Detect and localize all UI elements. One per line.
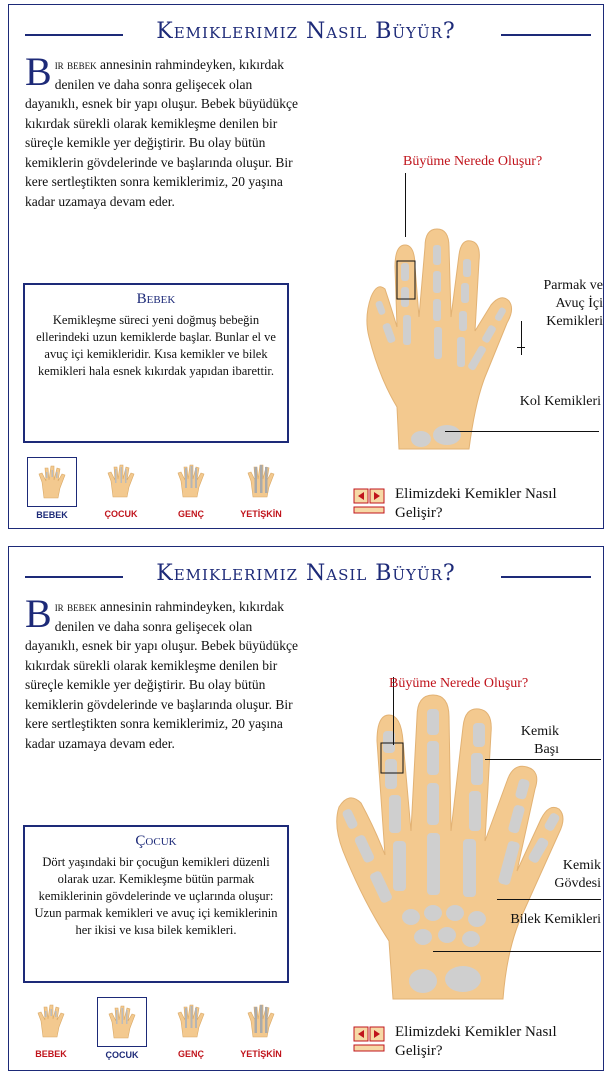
arm-bones-callout: Kol Kemikleri (519, 394, 601, 409)
hand-thumbnail-icon (35, 1003, 67, 1039)
growth-callout: Büyüme Nerede Oluşur? (389, 676, 529, 691)
drop-cap: B (25, 49, 52, 94)
baby-hand-illustration (359, 227, 519, 452)
stage-description: Dört yaşındaki bir çocuğun kemikleri düzenli olarak uzar. Kemikleşme bütün parmak kemiklerinin gövdelerinde ve uçlarında oluşur: Uzun parmak kemikleri ve avuç içi kemiklerinin her ikisi ve kısa bilek kemikleri. (34, 855, 278, 937)
hand-thumbnail-icon (105, 463, 137, 499)
bone-development-nav[interactable] (353, 485, 573, 525)
intro-text: annesinin rahmindeyken, kıkırdak denilen ve daha sonra gelişecek olan dayanıklı, esnek bir yapı oluşur. Bebek büyüdükçe kıkırdak sürekli olarak kemikleşme denilen bir süreçle kemikle yer değiştirir. Bu olay bütün kemiklerin gövdelerinde ve başlarında oluşur. Bir kere sertleştikten sonra kemiklerimiz, 20 yaşına kadar uzamaya devam eder. (25, 599, 298, 751)
stage-bebek-button[interactable] (27, 997, 75, 1059)
stage-label: ÇOCUK (104, 509, 138, 519)
stage-label: YETİŞKİN (240, 1049, 282, 1059)
stage-label: BEBEK (35, 1049, 67, 1059)
stage-info-box (23, 283, 289, 443)
stage-cocuk-button[interactable] (97, 457, 145, 519)
stage-genc-button[interactable] (167, 997, 215, 1059)
page-title: Kemiklerimiz Nasıl Büyür? (9, 19, 603, 44)
hand-thumbnail-icon (245, 463, 277, 499)
stage-info-box (23, 825, 289, 983)
stage-description: Kemikleşme süreci yeni doğmuş bebeğin ellerindeki uzun kemiklerde başlar. Bunlar el ve avuç içi kemikleridir. Kısa kemikler ve bilek kemikleri hala esnek kıkırdak yapıdan ibarettir. (36, 313, 276, 378)
intro-lead: ir bebek (54, 599, 97, 614)
play-controls-icon (353, 487, 389, 517)
stage-yetiskin-button[interactable] (237, 997, 285, 1059)
play-controls-icon (353, 1025, 389, 1055)
stage-title: Bebek (136, 291, 176, 307)
page-title: Kemiklerimiz Nasıl Büyür? (9, 561, 603, 586)
panel-cocuk (8, 546, 604, 1071)
leader-line (497, 899, 601, 900)
leader-line (485, 759, 601, 760)
leader-line (405, 173, 406, 237)
hand-thumbnail-icon (245, 1003, 277, 1039)
leader-line (517, 347, 525, 348)
wrist-bones-callout: Bilek Kemikleri (510, 912, 601, 927)
stage-selector (23, 457, 295, 527)
panel-bebek (8, 4, 604, 529)
bone-head-callout: Kemik Başı (520, 724, 559, 757)
intro-paragraph (25, 591, 305, 753)
intro-lead: ir bebek (54, 57, 97, 72)
leader-line (445, 431, 599, 432)
stage-selector (23, 997, 295, 1067)
nav-label: Elimizdeki Kemikler Nasıl Gelişir? (395, 486, 557, 521)
hand-thumbnail-icon (175, 463, 207, 499)
leader-line (433, 951, 601, 952)
stage-label: GENÇ (177, 1049, 204, 1059)
stage-cocuk-button[interactable] (97, 997, 147, 1060)
finger-palm-callout: Parmak ve Avuç İçi Kemikleri (543, 278, 603, 329)
stage-label: GENÇ (177, 509, 204, 519)
bone-development-nav[interactable] (353, 1023, 573, 1063)
stage-label: BEBEK (36, 510, 68, 520)
intro-paragraph (25, 49, 305, 211)
stage-yetiskin-button[interactable] (237, 457, 285, 519)
nav-label: Elimizdeki Kemikler Nasıl Gelişir? (395, 1024, 557, 1059)
stage-label: YETİŞKİN (240, 509, 282, 519)
hand-thumbnail-icon (175, 1003, 207, 1039)
bone-shaft-callout: Kemik Gövdesi (554, 858, 601, 891)
hand-thumbnail-icon (36, 464, 68, 500)
stage-title: Çocuk (135, 833, 177, 849)
title-row (9, 561, 603, 591)
title-row (9, 19, 603, 49)
stage-label: ÇOCUK (105, 1050, 139, 1060)
hand-thumbnail-icon (106, 1004, 138, 1040)
intro-text: annesinin rahmindeyken, kıkırdak denilen ve daha sonra gelişecek olan dayanıklı, esnek bir yapı oluşur. Bebek büyüdükçe kıkırdak sürekli olarak kemikleşme denilen bir süreçle kemikle yer değiştirir. Bu olay bütün kemiklerin gövdelerinde ve başlarında oluşur. Bir kere sertleştikten sonra kemiklerimiz, 20 yaşına kadar uzamaya devam eder. (25, 57, 298, 209)
drop-cap: B (25, 591, 52, 636)
stage-genc-button[interactable] (167, 457, 215, 519)
growth-callout: Büyüme Nerede Oluşur? (403, 154, 543, 169)
stage-bebek-button[interactable] (27, 457, 77, 520)
